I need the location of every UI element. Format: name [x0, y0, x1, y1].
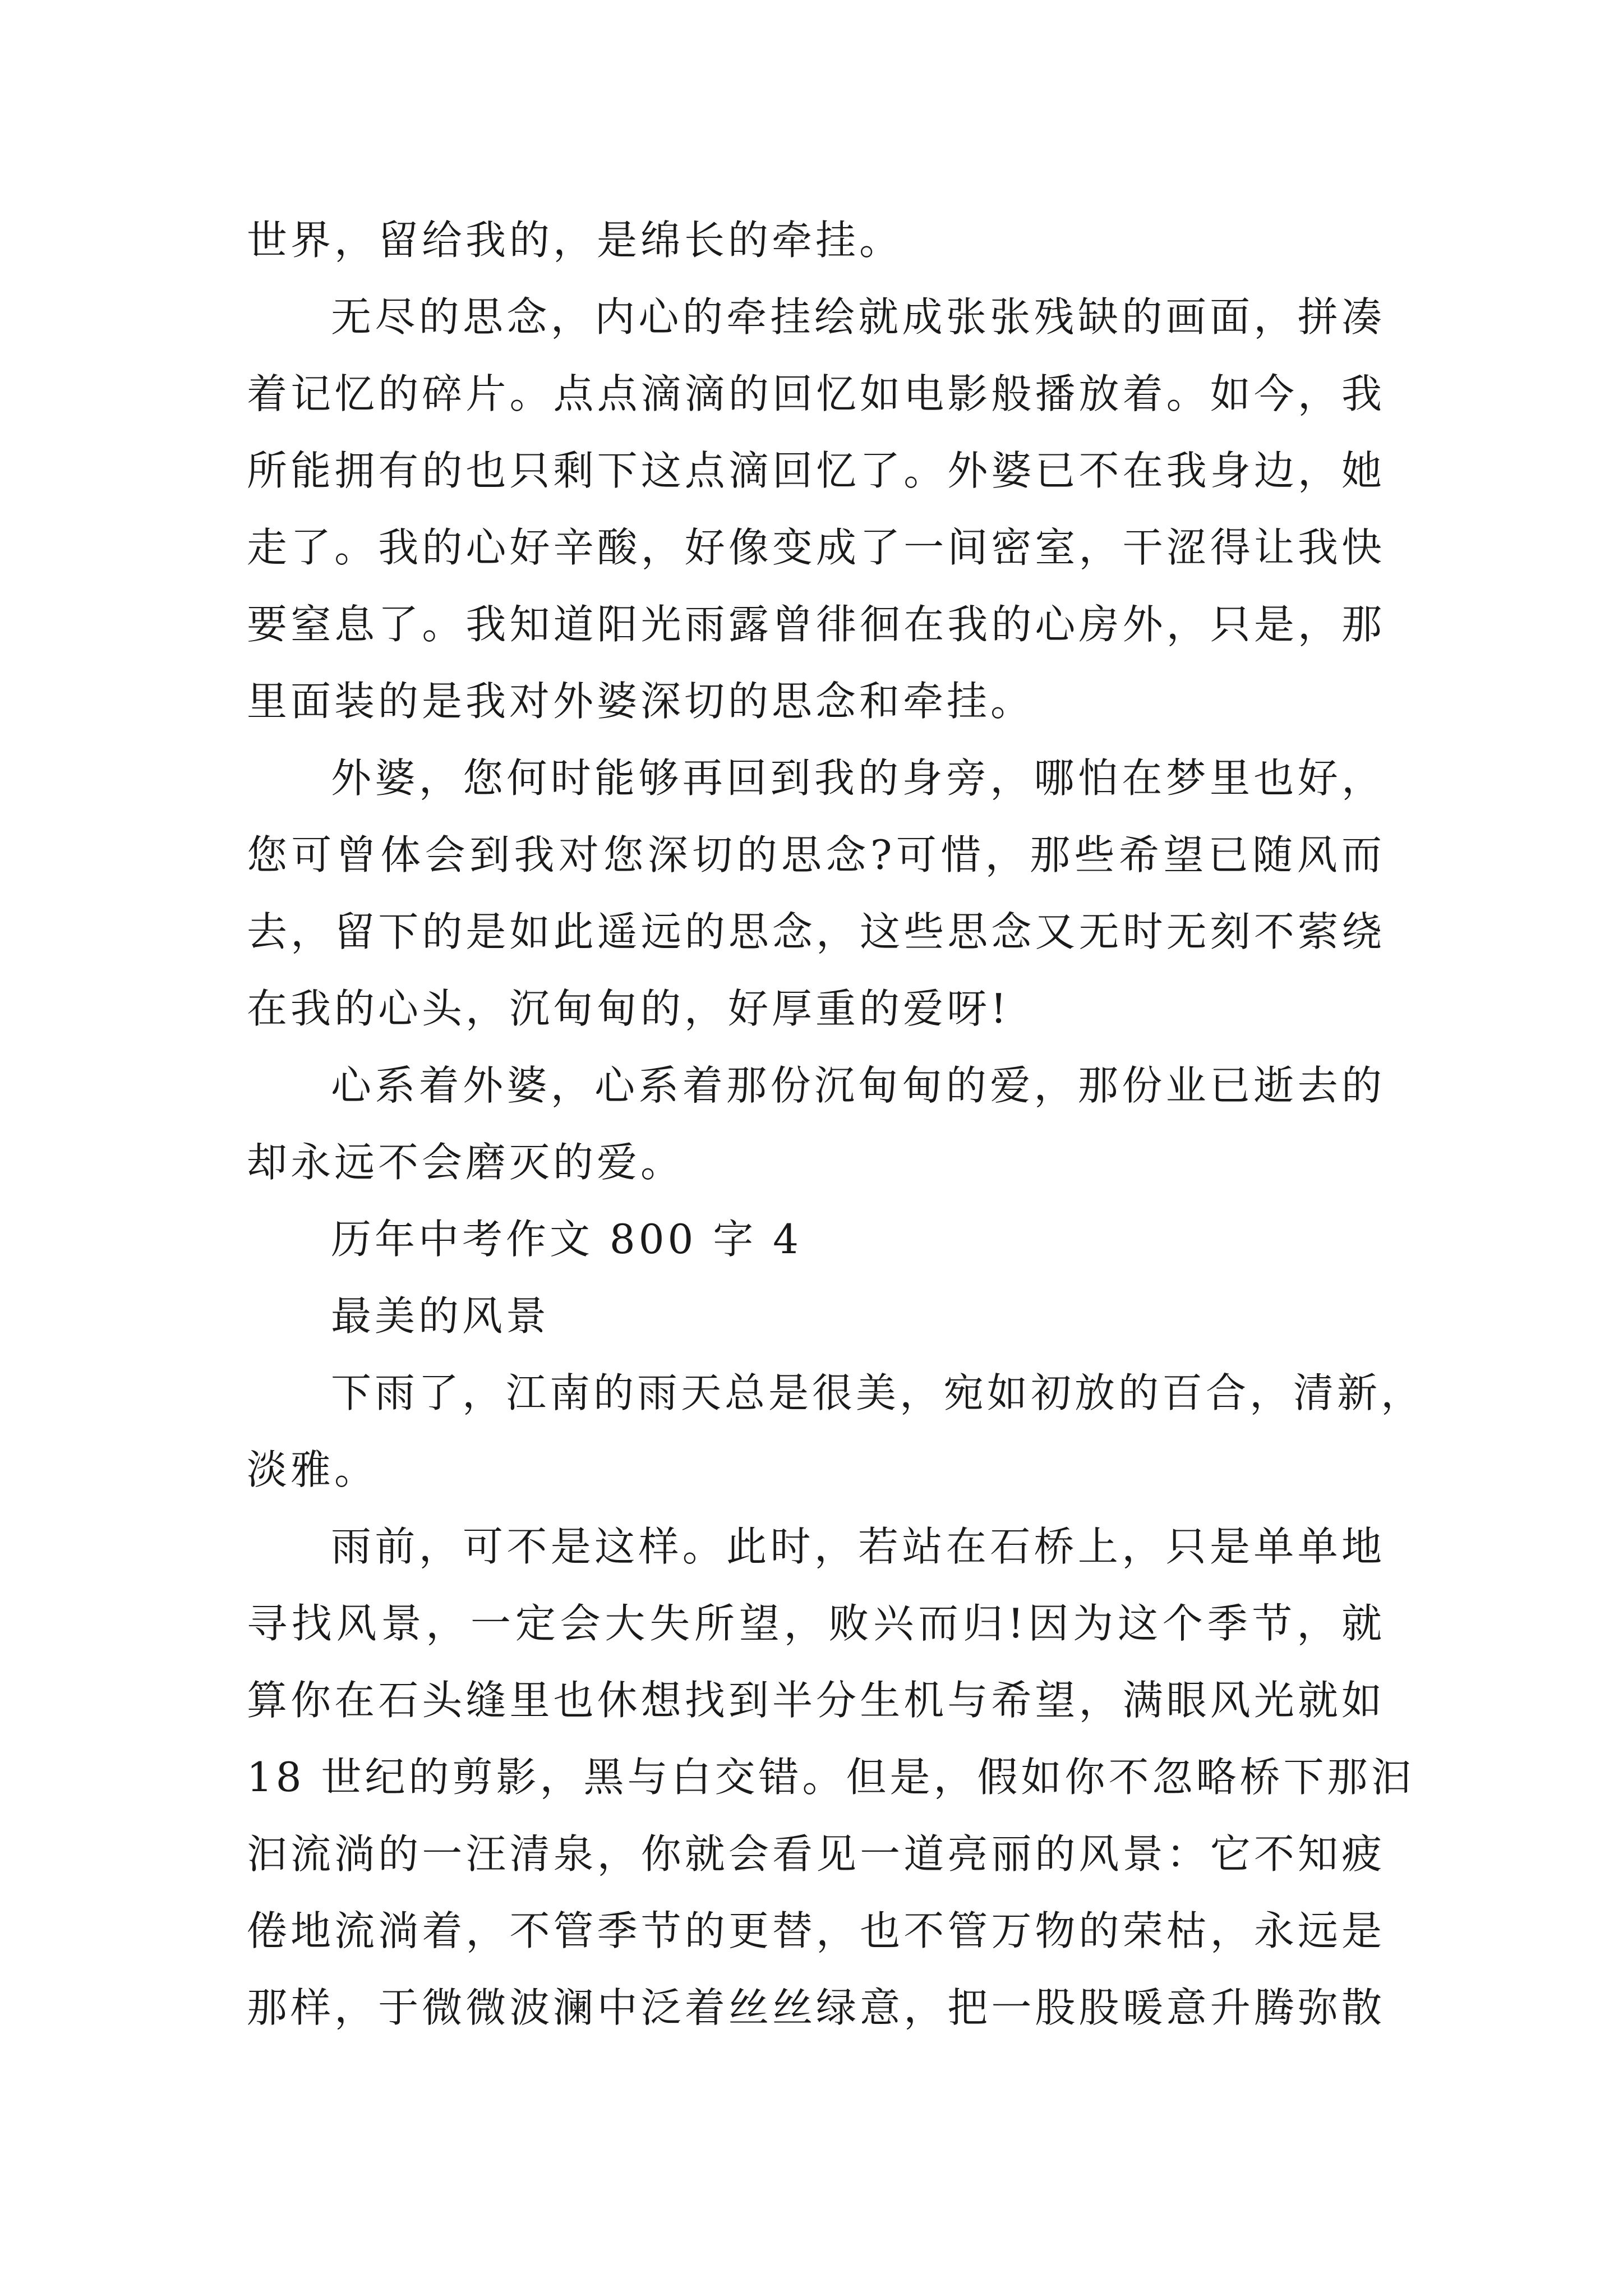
text-line: 算你在石头缝里也休想找到半分生机与希望，满眼风光就如	[247, 1677, 1385, 1724]
paragraph	[247, 1508, 1415, 2046]
text-line: 那样，于微微波澜中泛着丝丝绿意，把一股股暖意升腾弥散	[247, 1984, 1385, 2031]
document-body	[247, 202, 1425, 2046]
text-line: 里面装的是我对外婆深切的思念和牵挂。	[247, 678, 1035, 725]
text-line: 走了。我的心好辛酸，好像变成了一间密室，干涩得让我快	[247, 524, 1385, 571]
paragraph	[247, 202, 1385, 279]
text-line: 下雨了，江南的雨天总是很美，宛如初放的百合，清新，	[331, 1369, 1425, 1416]
text-line: 您可曾体会到我对您深切的思念?可惜，那些希望已随风而	[247, 831, 1385, 878]
text-line: 却永远不会磨灭的爱。	[247, 1139, 685, 1186]
text-line: 淡雅。	[247, 1446, 379, 1493]
paragraph	[247, 1355, 1425, 1508]
text-line: 世界，留给我的，是绵长的牵挂。	[247, 217, 903, 264]
text-line: 着记忆的碎片。点点滴滴的回忆如电影般播放着。如今，我	[247, 370, 1385, 417]
text-line: 在我的心头，沉甸甸的，好厚重的爱呀!	[247, 985, 1010, 1032]
text-line: 汩流淌的一汪清泉，你就会看见一道亮丽的风景：它不知疲	[247, 1830, 1385, 1878]
essay-title	[247, 1278, 1385, 1355]
text-line: 所能拥有的也只剩下这点滴回忆了。外婆已不在我身边，她	[247, 447, 1385, 494]
text-line: 倦地流淌着，不管季节的更替，也不管万物的荣枯，永远是	[247, 1907, 1385, 1954]
paragraph	[247, 279, 1385, 740]
text-line: 雨前，可不是这样。此时，若站在石桥上，只是单单地	[331, 1523, 1385, 1570]
section-heading	[247, 1201, 1385, 1278]
title-line: 最美的风景	[331, 1292, 550, 1340]
paragraph	[247, 740, 1385, 1047]
paragraph	[247, 1047, 1385, 1201]
text-line: 18 世纪的剪影，黑与白交错。但是，假如你不忽略桥下那汩	[247, 1754, 1415, 1801]
text-line: 无尽的思念，内心的牵挂绘就成张张残缺的画面，拼凑	[331, 293, 1385, 341]
heading-line: 历年中考作文 800 字 4	[331, 1216, 802, 1263]
text-line: 外婆，您何时能够再回到我的身旁，哪怕在梦里也好，	[331, 754, 1385, 802]
text-line: 寻找风景，一定会大失所望，败兴而归!因为这个季节，就	[247, 1600, 1385, 1647]
text-line: 去，留下的是如此遥远的思念，这些思念又无时无刻不萦绕	[247, 908, 1385, 955]
text-line: 心系着外婆，心系着那份沉甸甸的爱，那份业已逝去的	[331, 1062, 1385, 1109]
text-line: 要窒息了。我知道阳光雨露曾徘徊在我的心房外，只是，那	[247, 601, 1385, 648]
